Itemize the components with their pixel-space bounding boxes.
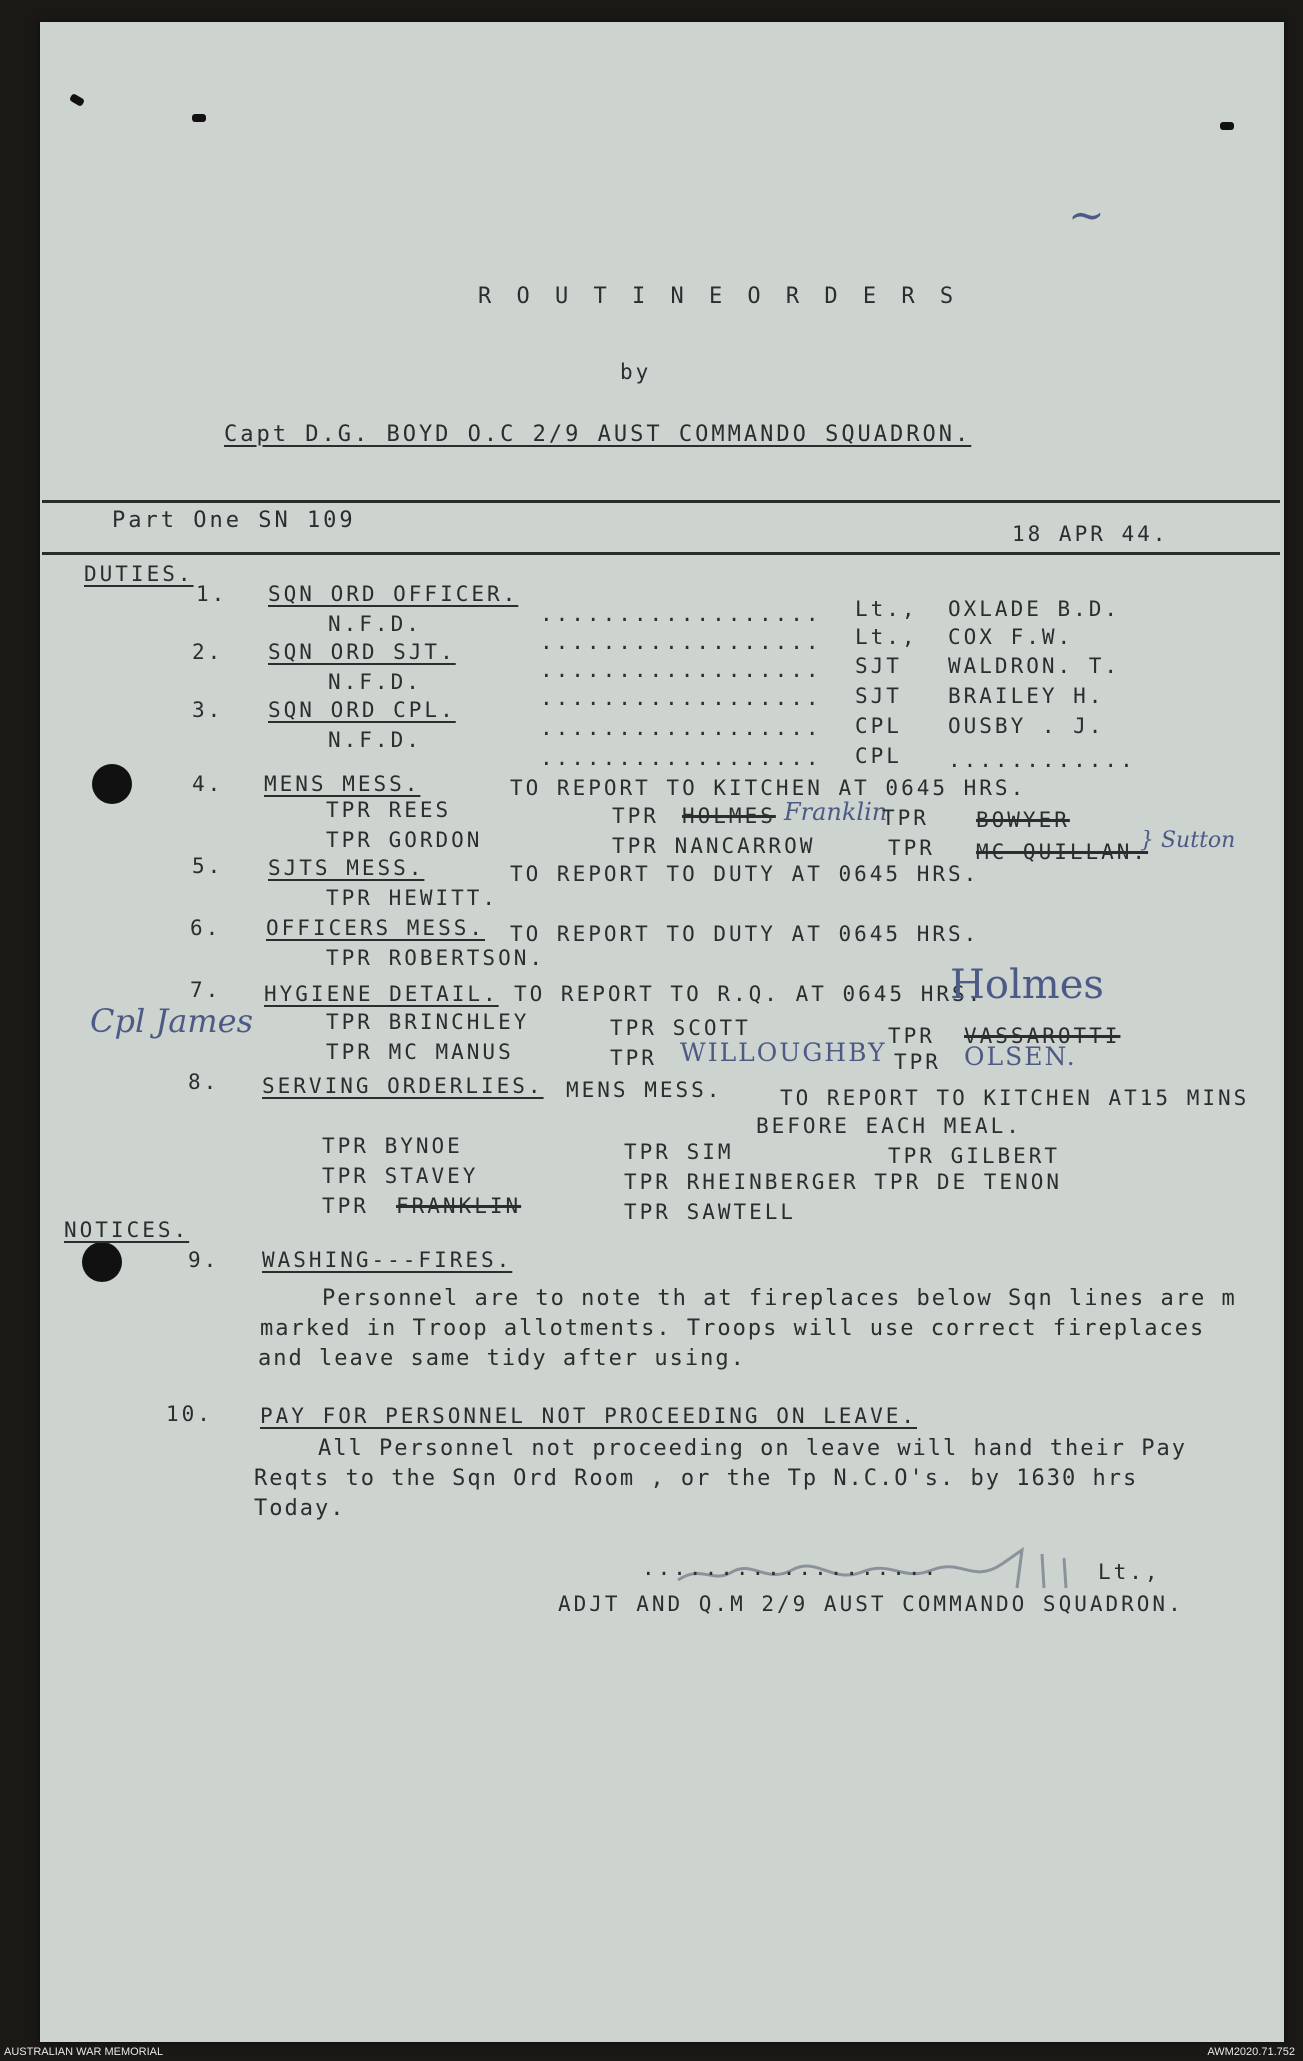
struck-name: MC QUILLAN.: [976, 840, 1149, 864]
nfd-label: N.F.D.: [328, 612, 422, 636]
divider: [42, 552, 1280, 555]
item-number: 10.: [166, 1402, 213, 1426]
nfd-label: N.F.D.: [328, 670, 422, 694]
trooper-name: TPR ROBERTSON.: [326, 946, 546, 970]
officer-name: OXLADE B.D.: [948, 597, 1121, 621]
dot-leader: ..................: [540, 746, 822, 770]
page-title: R O U T I N E O R D E R S: [478, 284, 960, 309]
notice-text: All Personnel not proceeding on leave will hand their Pay: [318, 1436, 1187, 1461]
rank: CPL: [855, 744, 902, 768]
item-number: 2.: [192, 640, 224, 664]
handwritten-name: WILLOUGHBY: [680, 1038, 887, 1067]
pencil-mark: ~: [1068, 190, 1105, 241]
report-instruction: BEFORE EACH MEAL.: [756, 1114, 1022, 1138]
trooper-rank: TPR: [888, 1024, 935, 1048]
document-page: [40, 22, 1284, 2042]
notice-text: and leave same tidy after using.: [258, 1346, 746, 1371]
officer-name: WALDRON. T.: [948, 654, 1121, 678]
struck-name: HOLMES: [682, 804, 776, 828]
item-number: 3.: [192, 698, 224, 722]
report-instruction: TO REPORT TO DUTY AT 0645 HRS.: [510, 922, 980, 946]
trooper-rank: TPR: [888, 836, 935, 860]
punch-hole: [92, 764, 132, 804]
trooper-name: TPR GILBERT: [888, 1144, 1061, 1168]
dot-leader: ..................: [540, 602, 822, 626]
duty-title: OFFICERS MESS.: [266, 916, 486, 940]
item-number: 4.: [192, 772, 224, 796]
duty-title: SQN ORD SJT.: [268, 640, 456, 664]
dot-leader: ..................: [540, 630, 822, 654]
trooper-name: TPR NANCARROW: [612, 834, 816, 858]
punch-hole: [82, 1242, 122, 1282]
handwritten-name: Franklin: [784, 798, 888, 826]
duty-title: SQN ORD OFFICER.: [268, 582, 519, 606]
item-number: 6.: [190, 916, 222, 940]
struck-name: FRANKLIN: [396, 1194, 522, 1218]
order-date: 18 APR 44.: [1012, 522, 1169, 546]
trooper-name: TPR GORDON: [326, 828, 483, 852]
signature-rank: Lt.,: [1098, 1560, 1161, 1584]
notice-text: Personnel are to note th at fireplaces below Sqn lines are m: [322, 1286, 1237, 1311]
struck-name: BOWYER: [976, 808, 1070, 832]
rank: CPL: [855, 714, 902, 738]
trooper-rank: TPR: [882, 806, 929, 830]
rank: Lt.,: [855, 597, 918, 621]
item-number: 1.: [196, 582, 228, 606]
rank: SJT: [855, 684, 902, 708]
mess-label: MENS MESS.: [566, 1078, 723, 1102]
notice-title: WASHING---FIRES.: [262, 1248, 513, 1272]
trooper-name: TPR HEWITT.: [326, 886, 499, 910]
item-number: 7.: [190, 978, 222, 1002]
duty-title: SJTS MESS.: [268, 856, 425, 880]
notice-title: PAY FOR PERSONNEL NOT PROCEEDING ON LEAVE.: [260, 1404, 918, 1428]
struck-name: VASSAROTTI: [964, 1024, 1121, 1048]
handwritten-name: OLSEN.: [964, 1042, 1077, 1071]
item-number: 8.: [188, 1070, 220, 1094]
duty-title: HYGIENE DETAIL.: [264, 982, 499, 1006]
notices-heading: NOTICES.: [64, 1218, 190, 1242]
dot-leader: ..................: [540, 686, 822, 710]
rank: SJT: [855, 654, 902, 678]
report-instruction: TO REPORT TO KITCHEN AT 0645 HRS.: [510, 776, 1027, 800]
divider: [42, 500, 1280, 503]
dot-leader: ..................: [540, 716, 822, 740]
trooper-name: TPR MC MANUS: [326, 1040, 514, 1064]
report-instruction: TO REPORT TO DUTY AT 0645 HRS.: [510, 862, 980, 886]
trooper-name: TPR SAWTELL: [624, 1200, 797, 1224]
duty-title: SQN ORD CPL.: [268, 698, 456, 722]
archive-credit: AUSTRALIAN WAR MEMORIAL: [4, 2046, 164, 2058]
trooper-name: TPR STAVEY: [322, 1164, 479, 1188]
duties-heading: DUTIES.: [84, 562, 194, 586]
issuer-line: Capt D.G. BOYD O.C 2/9 AUST COMMANDO SQUADRON.: [224, 422, 972, 447]
part-number: Part One SN 109: [112, 508, 356, 533]
trooper-name: TPR REES: [326, 798, 452, 822]
trooper-name: TPR BRINCHLEY: [326, 1010, 530, 1034]
dot-leader: ..................: [540, 658, 822, 682]
by-line: by: [620, 360, 652, 384]
officer-name: OUSBY . J.: [948, 714, 1105, 738]
trooper-rank: TPR: [322, 1194, 369, 1218]
rank: Lt.,: [855, 625, 918, 649]
trooper-rank: TPR: [894, 1050, 941, 1074]
handwritten-note: } Sutton: [1140, 828, 1236, 853]
signatory-title: ADJT AND Q.M 2/9 AUST COMMANDO SQUADRON.: [558, 1592, 1184, 1616]
officer-name: COX F.W.: [948, 625, 1074, 649]
duty-title: MENS MESS.: [264, 772, 421, 796]
signature-dots: ...................: [642, 1556, 940, 1580]
trooper-rank: TPR: [612, 804, 659, 828]
nfd-label: N.F.D.: [328, 728, 422, 752]
notice-text: Reqts to the Sqn Ord Room , or the Tp N.C.O's. by 1630 hrs: [254, 1466, 1139, 1491]
item-number: 5.: [192, 854, 224, 878]
officer-name: ............: [948, 748, 1136, 772]
handwritten-name: Cpl James: [90, 1002, 253, 1040]
duty-title: SERVING ORDERLIES.: [262, 1074, 544, 1098]
report-instruction: TO REPORT TO R.Q. AT 0645 HRS.: [514, 982, 984, 1006]
archive-reference: AWM2020.71.752: [1207, 2046, 1295, 2058]
handwritten-name: Holmes: [950, 962, 1104, 1008]
trooper-rank: TPR: [610, 1046, 657, 1070]
trooper-name: TPR RHEINBERGER TPR DE TENON: [624, 1170, 1063, 1194]
notice-text: marked in Troop allotments. Troops will use correct fireplaces: [260, 1316, 1206, 1341]
trooper-name: TPR BYNOE: [322, 1134, 463, 1158]
notice-text: Today.: [254, 1496, 346, 1521]
ink-mark: [69, 93, 85, 107]
ink-mark: [192, 114, 206, 122]
item-number: 9.: [188, 1248, 220, 1272]
ink-mark: [1220, 122, 1234, 130]
officer-name: BRAILEY H.: [948, 684, 1105, 708]
trooper-name: TPR SCOTT: [610, 1016, 751, 1040]
trooper-name: TPR SIM: [624, 1140, 734, 1164]
report-instruction: TO REPORT TO KITCHEN AT15 MINS: [780, 1086, 1250, 1110]
